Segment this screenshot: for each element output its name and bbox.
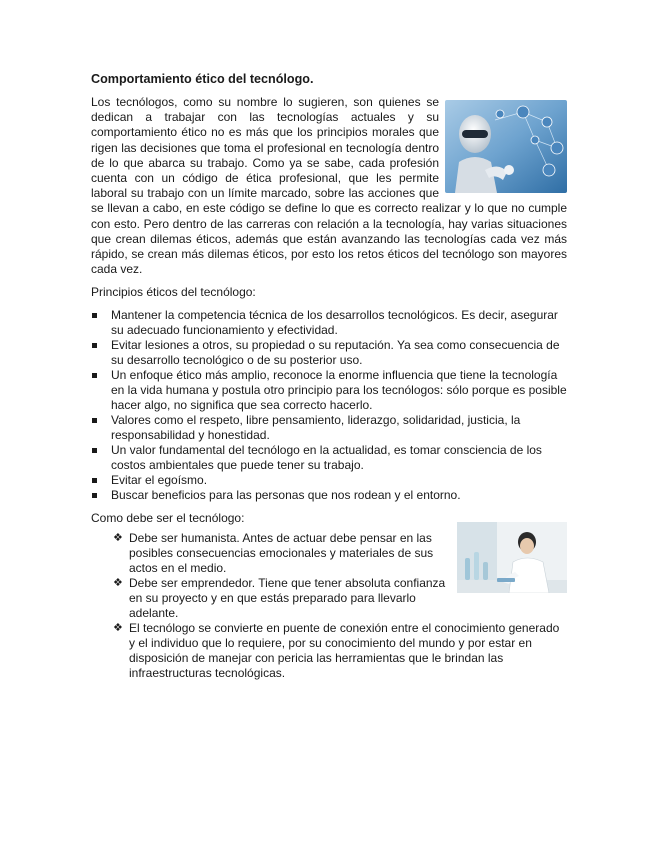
list-item (91, 621, 567, 681)
list-item: Un valor fundamental del tecnólogo en la actualidad, es tomar consciencia de los costos ambientales que puede tener su trabajo. (91, 443, 567, 473)
diamond-bullet-icon: ❖ (113, 622, 123, 635)
list-item: Evitar lesiones a otros, su propiedad o su reputación. Ya sea como consecuencia de su desarrollo tecnológico o de su posterior uso. (91, 338, 567, 368)
list-item: Mantener la competencia técnica de los desarrollos tecnológicos. Es decir, asegurar su adecuado funcionamiento y efectividad. (91, 308, 567, 338)
robot-ai-image (445, 100, 567, 193)
diamond-bullet-icon: ❖ (113, 532, 123, 545)
list-item-text: Debe ser emprendedor. Tiene que tener absoluta confianza en su proyecto y en que estás preparado para llevarlo adelante. (129, 576, 446, 621)
list-item (91, 576, 567, 621)
list-item: Un enfoque ético más amplio, reconoce la enorme influencia que tiene la tecnología en la vida humana y postula otro principio para los tecnólogos: sólo porque es posible hacer algo, no significa que sea correcto hacerlo. (91, 368, 567, 413)
list-item: Buscar beneficios para las personas que nos rodean y el entorno. (91, 488, 567, 503)
list-item-text: Debe ser humanista. Antes de actuar debe pensar en las posibles consecuencias emocionales y materiales de sus actos en el medio. (129, 531, 434, 576)
list-item-text: El tecnólogo se convierte en puente de conexión entre el conocimiento generado y el individuo que lo requiere, por su conocimiento del mundo y por estar en disposición de manejar con pericia las herramientas que le brindan las infraestructuras tecnológicas. (129, 621, 560, 681)
intro-paragraph: Los tecnólogos, como su nombre lo sugieren, son quienes se dedican a trabajar con las tecnologías actuales y su comportamiento ético no es más que los principios morales que rigen las decisiones que toma el profesional en tecnología dentro de lo que abarca su trabajo. Como ya se sabe, cada profesión cuenta con un código de ética profesional, que les permite laboral su trabajo con un límite marcado, sobre las acciones que se llevan a cabo, en este código se define lo que es correcto realizar y lo que no cumple con esto. Pero dentro de las carreras con relación a la tecnología, hay varias situaciones que crean dilemas éticos, además que están avanzando las tecnologías cada vez más rápido, se crean más dilemas éticos, por esto los retos éticos del tecnólogo son mayores cada vez. (91, 95, 567, 277)
list-item: Evitar el egoísmo. (91, 473, 567, 488)
how-list (91, 531, 567, 681)
list-item (91, 531, 567, 576)
document-title: Comportamiento ético del tecnólogo. (91, 72, 314, 86)
principles-list (91, 308, 567, 503)
principles-label: Principios éticos del tecnólogo: (91, 285, 256, 300)
how-label: Como debe ser el tecnólogo: (91, 511, 245, 526)
document-page (91, 72, 567, 681)
diamond-bullet-icon: ❖ (113, 577, 123, 590)
list-item: Valores como el respeto, libre pensamiento, liderazgo, solidaridad, justicia, la responsabilidad y honestidad. (91, 413, 567, 443)
